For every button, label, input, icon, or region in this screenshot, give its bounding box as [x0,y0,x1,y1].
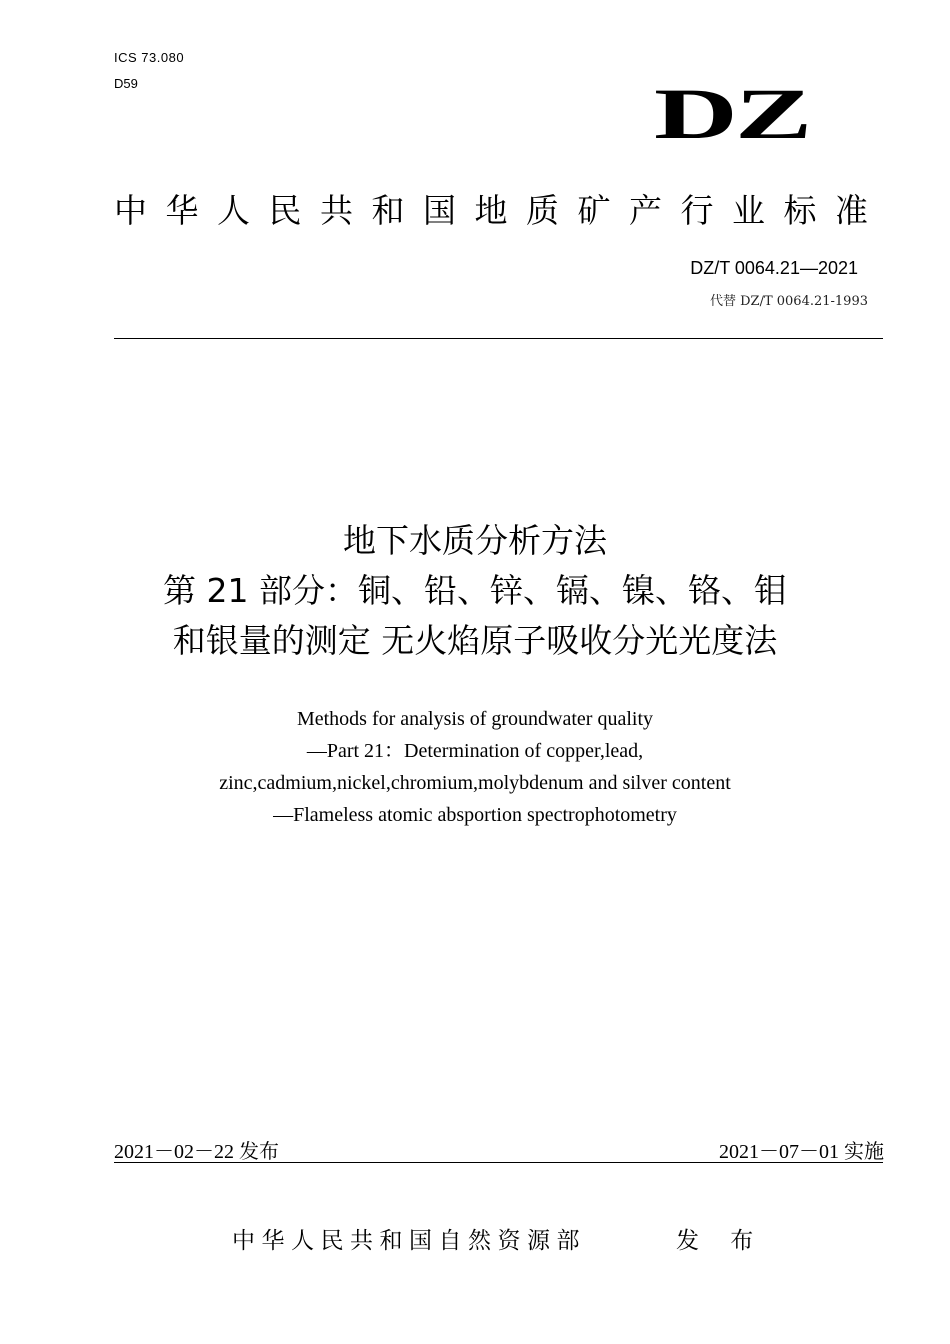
chinese-title-line-2: 第 21 部分：铜、铅、锌、镉、镍、铬、钼 [163,571,787,610]
english-title [0,703,950,831]
issue-date: 2021－02－22 发布 [114,1141,279,1163]
issue-label: 发 布 [676,1228,766,1254]
replaces-standard: 代替 DZ/T 0064.21-1993 [709,294,868,309]
chinese-title-line-1: 地下水质分析方法 [343,521,607,560]
standard-number: DZ/T 0064.21—2021 [690,258,858,278]
english-title-line-2: —Part 21：Determination of copper,lead, [306,740,644,762]
header-divider [114,338,883,339]
english-title-line-4: —Flameless atomic absportion spectrophotometry [273,804,677,826]
classification-code: D59 [114,76,138,91]
chinese-title [0,516,950,666]
industry-standard-heading: 中华人民共和国地质矿产行业标准 [114,191,887,230]
footer-divider [114,1162,883,1163]
chinese-title-line-3: 和银量的测定 无火焰原子吸收分光光度法 [172,621,778,660]
issuing-authority: 中华人民共和国自然资源部 [232,1228,586,1254]
ics-code: ICS 73.080 [114,50,185,65]
standard-logo: DZ [654,74,810,155]
english-title-line-3: zinc,cadmium,nickel,chromium,molybdenum and silver content [219,772,731,794]
english-title-line-1: Methods for analysis of groundwater quality [296,708,654,730]
implementation-date: 2021－07－01 实施 [719,1141,884,1163]
